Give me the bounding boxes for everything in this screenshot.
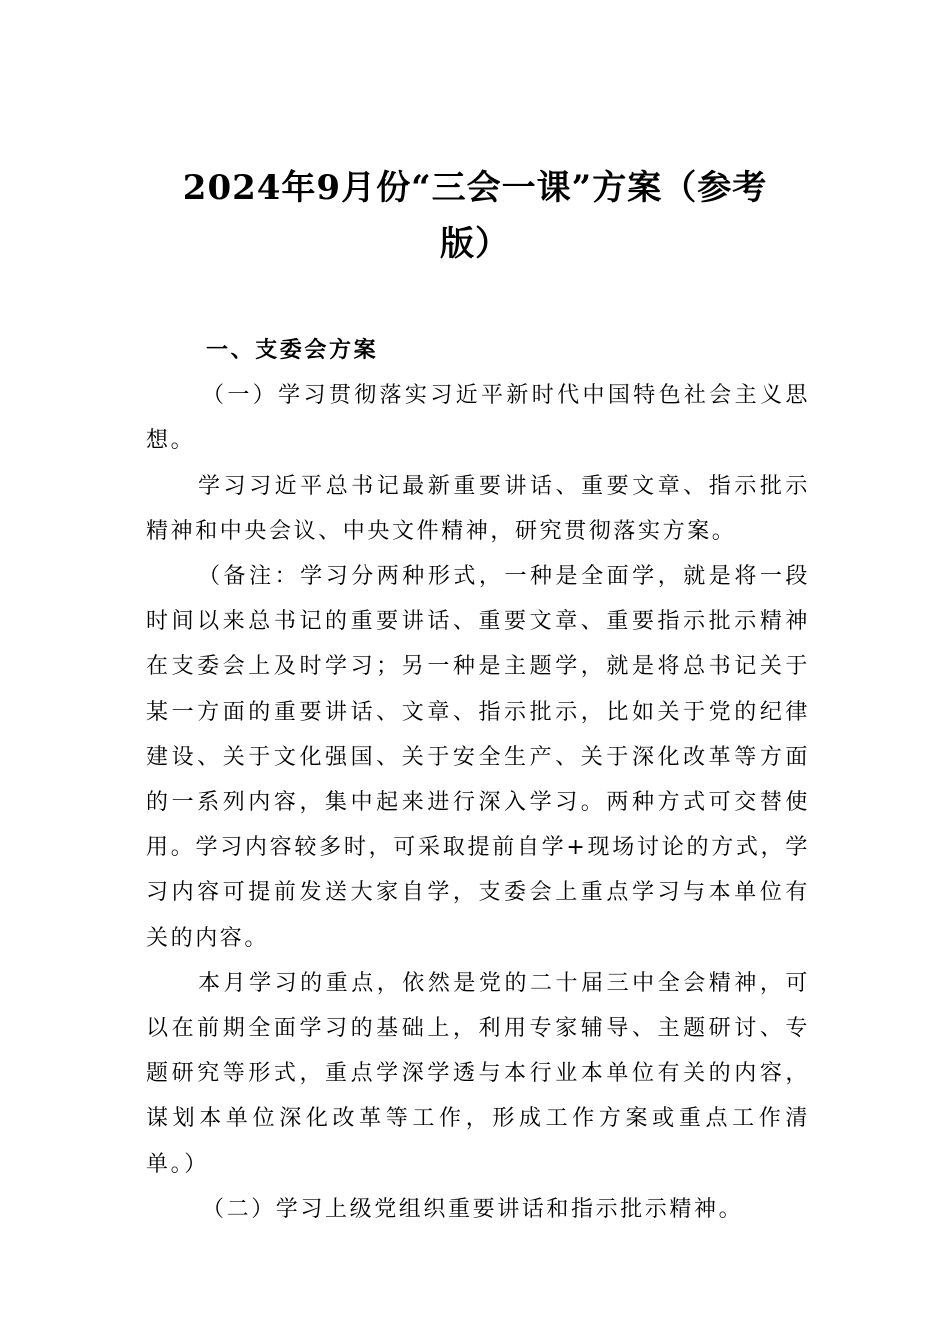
title-line-1: 2024年9月份“三会一课”方案（参考	[182, 168, 768, 208]
item-heading-1: （一）学习贯彻落实习近平新时代中国特色社会主义思想。	[146, 383, 810, 454]
title-line-2: 版）	[440, 224, 510, 264]
paragraph-note: （备注：学习分两种形式，一种是全面学，就是将一段时间以来总书记的重要讲话、重要文章、重要指示批示精神在支委会上及时学习；另一种是主题学，就是将总书记关于某一方面的重要讲话、文章、指示批示，比如关于党的纪律建设、关于文化强国、关于安全生产、关于深化改革等方面的一系列内容，集中起来进行深入学习。两种方式可交替使用。学习内容较多时，可采取提前自学+现场讨论的方式，学习内容可提前发送大家自学，支委会上重点学习与本单位有关的内容。	[146, 564, 810, 951]
paragraph-1: 学习习近平总书记最新重要讲话、重要文章、指示批示精神和中央会议、中央文件精神，研究贯彻落实方案。	[146, 473, 810, 544]
section-heading: 一、支委会方案	[206, 338, 379, 363]
document-body	[146, 328, 810, 1232]
document-title	[140, 160, 810, 272]
item-heading-2: （二）学习上级党组织重要讲话和指示批示精神。	[202, 1196, 744, 1222]
paragraph-focus: 本月学习的重点，依然是党的二十届三中全会精神，可以在前期全面学习的基础上，利用专家辅导、主题研讨、专题研究等形式，重点学深学透与本行业本单位有关的内容，谋划本单位深化改革等工作，形成工作方案或重点工作清单。）	[146, 970, 810, 1177]
